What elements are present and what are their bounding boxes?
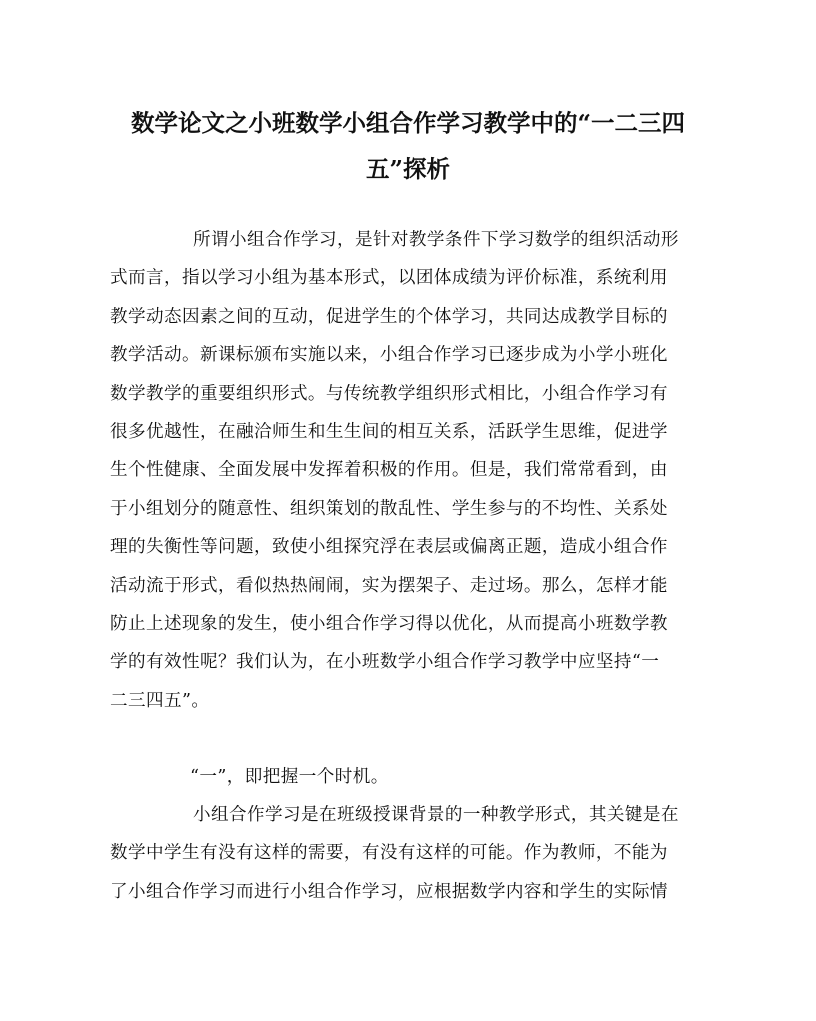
paragraph-line: 数学教学的重要组织形式。与传统教学组织形式相比，小组合作学习有 [110, 383, 668, 404]
paragraph-line: 很多优越性，在融洽师生和生生间的相互关系，活跃学生思维，促进学 [110, 422, 668, 443]
paragraph-line: 教学动态因素之间的互动，促进学生的个体学习，共同达成教学目标的 [110, 306, 668, 327]
paragraph-line: 数学中学生有没有这样的需要，有没有这样的可能。作为教师，不能为 [110, 843, 668, 864]
paragraph-line: 教学活动。新课标颁布实施以来，小组合作学习已逐步成为小学小班化 [110, 345, 668, 366]
paragraph-line: 二三四五”。 [110, 690, 210, 711]
section-heading-one [110, 758, 389, 796]
paragraph-line: 了小组合作学习而进行小组合作学习，应根据数学内容和学生的实际情 [110, 881, 668, 902]
paragraph-line: 所谓小组合作学习，是针对教学条件下学习数学的组织活动形 [193, 230, 679, 250]
paragraph-line: 学的有效性呢？我们认为，在小班数学小组合作学习教学中应坚持“一 [110, 652, 660, 673]
section-heading-text: “一”，即把握一个时机。 [190, 767, 389, 787]
title-line: 数学论文之小班数学小组合作学习教学中的“一二三四 [130, 109, 686, 137]
paragraph-section-one [110, 796, 679, 911]
paragraph-line: 生个性健康、全面发展中发挥着积极的作用。但是，我们常常看到，由 [110, 460, 668, 481]
paragraph-line: 小组合作学习是在班级授课背景的一种教学形式，其关键是在 [193, 805, 679, 825]
paragraph-line: 活动流于形式，看似热热闹闹，实为摆架子、走过场。那么，怎样才能 [110, 575, 668, 596]
paragraph-line: 式而言，指以学习小组为基本形式，以团体成绩为评价标准，系统利用 [110, 268, 668, 289]
paragraph-line: 防止上述现象的发生，使小组合作学习得以优化，从而提高小班数学教 [110, 614, 668, 635]
paragraph-line: 于小组划分的随意性、组织策划的散乱性、学生参与的不均性、关系处 [110, 498, 668, 519]
paragraph-intro [110, 221, 679, 720]
title-line: 五”探析 [365, 155, 451, 183]
document-title [110, 100, 706, 192]
paragraph-line: 理的失衡性等问题，致使小组探究浮在表层或偏离正题，造成小组合作 [110, 537, 668, 558]
